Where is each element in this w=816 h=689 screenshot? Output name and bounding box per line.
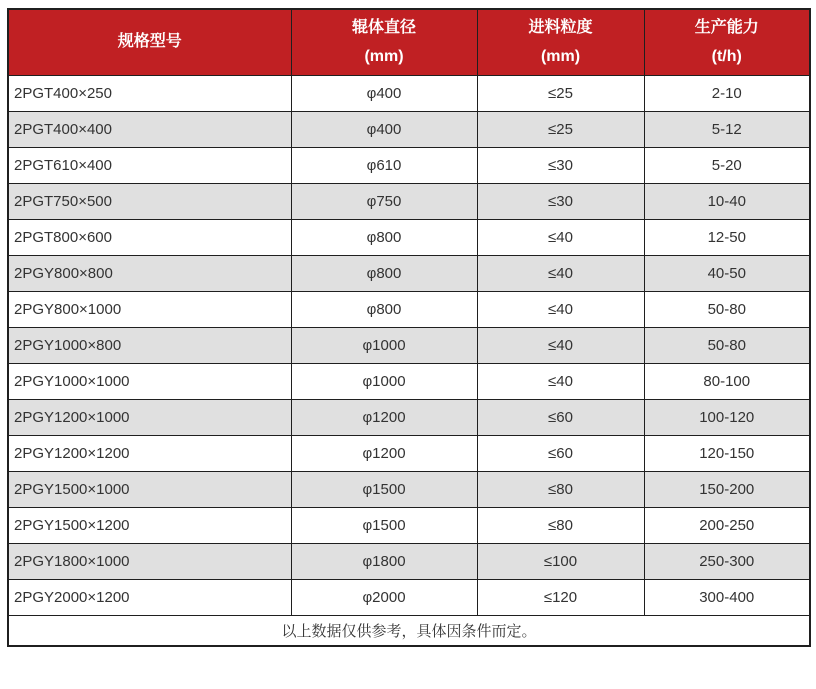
header-capacity	[644, 9, 810, 75]
model-cell: 2PGY800×800	[8, 255, 291, 291]
capacity-cell: 120-150	[644, 435, 810, 471]
table-row	[8, 111, 810, 147]
model-cell: 2PGY1200×1000	[8, 399, 291, 435]
table-row	[8, 435, 810, 471]
diameter-cell: φ750	[291, 183, 477, 219]
capacity-cell: 5-12	[644, 111, 810, 147]
feed-size-cell: ≤40	[477, 327, 644, 363]
capacity-cell: 40-50	[644, 255, 810, 291]
feed-size-cell: ≤40	[477, 291, 644, 327]
table-body	[8, 75, 810, 615]
feed-size-cell: ≤40	[477, 363, 644, 399]
feed-size-cell: ≤30	[477, 147, 644, 183]
header-capacity-unit: (t/h)	[711, 47, 742, 65]
header-model	[8, 9, 291, 75]
capacity-cell: 10-40	[644, 183, 810, 219]
diameter-cell: φ2000	[291, 579, 477, 615]
table-row	[8, 219, 810, 255]
table-row	[8, 291, 810, 327]
table-row	[8, 579, 810, 615]
feed-size-cell: ≤60	[477, 399, 644, 435]
feed-size-cell: ≤120	[477, 579, 644, 615]
header-roller-diameter-label: 辊体直径	[351, 18, 416, 36]
feed-size-cell: ≤25	[477, 111, 644, 147]
diameter-cell: φ800	[291, 219, 477, 255]
capacity-cell: 80-100	[644, 363, 810, 399]
capacity-cell: 150-200	[644, 471, 810, 507]
feed-size-cell: ≤80	[477, 471, 644, 507]
header-feed-size	[477, 9, 644, 75]
capacity-cell: 100-120	[644, 399, 810, 435]
model-cell: 2PGY800×1000	[8, 291, 291, 327]
diameter-cell: φ1500	[291, 471, 477, 507]
spec-table	[7, 8, 811, 647]
diameter-cell: φ1000	[291, 327, 477, 363]
footer-row	[8, 615, 810, 646]
header-row	[8, 9, 810, 75]
model-cell: 2PGY1200×1200	[8, 435, 291, 471]
diameter-cell: φ800	[291, 291, 477, 327]
header-capacity-label: 生产能力	[694, 18, 759, 36]
model-cell: 2PGT610×400	[8, 147, 291, 183]
capacity-cell: 12-50	[644, 219, 810, 255]
header-feed-size-unit: (mm)	[540, 47, 581, 65]
capacity-cell: 2-10	[644, 75, 810, 111]
model-cell: 2PGY1500×1000	[8, 471, 291, 507]
diameter-cell: φ800	[291, 255, 477, 291]
model-cell: 2PGT750×500	[8, 183, 291, 219]
table-row	[8, 363, 810, 399]
diameter-cell: φ400	[291, 75, 477, 111]
table-row	[8, 75, 810, 111]
feed-size-cell: ≤25	[477, 75, 644, 111]
diameter-cell: φ610	[291, 147, 477, 183]
model-cell: 2PGY1800×1000	[8, 543, 291, 579]
model-cell: 2PGY1500×1200	[8, 507, 291, 543]
diameter-cell: φ400	[291, 111, 477, 147]
feed-size-cell: ≤60	[477, 435, 644, 471]
diameter-cell: φ1500	[291, 507, 477, 543]
capacity-cell: 250-300	[644, 543, 810, 579]
feed-size-cell: ≤100	[477, 543, 644, 579]
capacity-cell: 5-20	[644, 147, 810, 183]
diameter-cell: φ1200	[291, 435, 477, 471]
model-cell: 2PGY1000×1000	[8, 363, 291, 399]
table-row	[8, 399, 810, 435]
capacity-cell: 200-250	[644, 507, 810, 543]
model-cell: 2PGY2000×1200	[8, 579, 291, 615]
model-cell: 2PGT800×600	[8, 219, 291, 255]
table-row	[8, 183, 810, 219]
footer-note: 以上数据仅供参考，具体因条件而定。	[8, 615, 810, 646]
capacity-cell: 50-80	[644, 327, 810, 363]
diameter-cell: φ1800	[291, 543, 477, 579]
table-row	[8, 255, 810, 291]
capacity-cell: 300-400	[644, 579, 810, 615]
table-row	[8, 147, 810, 183]
capacity-cell: 50-80	[644, 291, 810, 327]
model-cell: 2PGT400×400	[8, 111, 291, 147]
header-feed-size-label: 进料粒度	[528, 18, 593, 36]
feed-size-cell: ≤40	[477, 219, 644, 255]
feed-size-cell: ≤80	[477, 507, 644, 543]
feed-size-cell: ≤30	[477, 183, 644, 219]
table-row	[8, 471, 810, 507]
model-cell: 2PGY1000×800	[8, 327, 291, 363]
feed-size-cell: ≤40	[477, 255, 644, 291]
diameter-cell: φ1000	[291, 363, 477, 399]
table-row	[8, 327, 810, 363]
header-roller-diameter-unit: (mm)	[364, 47, 404, 65]
table-row	[8, 543, 810, 579]
diameter-cell: φ1200	[291, 399, 477, 435]
model-cell: 2PGT400×250	[8, 75, 291, 111]
table-row	[8, 507, 810, 543]
header-model-label: 规格型号	[117, 33, 182, 51]
header-roller-diameter	[291, 9, 477, 75]
